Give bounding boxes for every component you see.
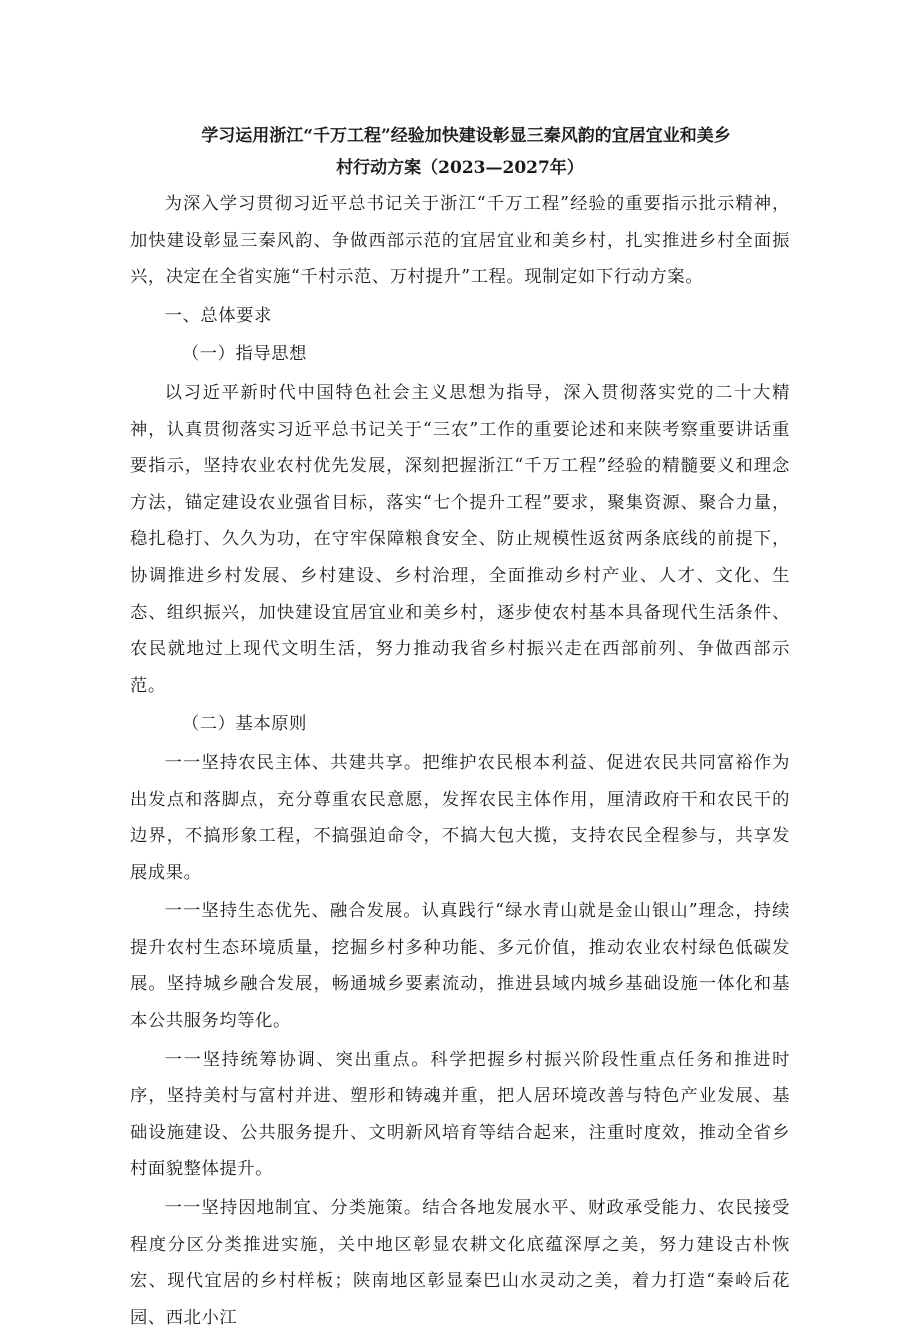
section-heading-overall-requirements: 一、总体要求: [164, 305, 272, 326]
principle-paragraph-farmers: 一一坚持农民主体、共建共享。把维护农民根本利益、促进农民共同富裕作为出发点和落脚点，充分尊重农民意愿，发挥农民主体作用，厘清政府干和农民干的边界，不搞形象工程，不搞强迫命令，不搞大包大揽，支持农民全程参与，共享发展成果。: [130, 752, 790, 883]
principle-paragraph-local-conditions: 一一坚持因地制宜、分类施策。结合各地发展水平、财政承受能力、农民接受程度分区分类推进实施，关中地区彰显农耕文化底蕴深厚之美，努力建设古朴恢宏、现代宜居的乡村样板；陕南地区彰显秦巴山水灵动之美，着力打造“秦岭后花园、西北小江: [130, 1198, 790, 1328]
subsection-heading-basic-principles: （二）基本原则: [181, 714, 308, 735]
title-line-1: 学习运用浙江“千万工程”经验加快建设彰显三秦风韵的宜居宜业和美乡: [201, 126, 731, 146]
document-title: [130, 120, 790, 184]
subsection-heading-guiding-ideology: （一）指导思想: [181, 344, 308, 365]
title-line-2: 村行动方案（2023—2027年）: [336, 158, 584, 178]
document-body: [130, 120, 790, 1336]
intro-paragraph: 为深入学习贯彻习近平总书记关于浙江“千万工程”经验的重要指示批示精神，加快建设彰显三秦风韵、争做西部示范的宜居宜业和美乡村，扎实推进乡村全面振兴，决定在全省实施“千村示范、万村提升”工程。现制定如下行动方案。: [130, 194, 790, 288]
principle-paragraph-ecology: 一一坚持生态优先、融合发展。认真践行“绿水青山就是金山银山”理念，持续提升农村生态环境质量，挖掘乡村多种功能、多元价值，推动农业农村绿色低碳发展。坚持城乡融合发展，畅通城乡要素流动，推进县域内城乡基础设施一体化和基本公共服务均等化。: [130, 901, 790, 1032]
guiding-ideology-paragraph: 以习近平新时代中国特色社会主义思想为指导，深入贯彻落实党的二十大精神，认真贯彻落实习近平总书记关于“三农”工作的重要论述和来陕考察重要讲话重要指示，坚持农业农村优先发展，深刻把握浙江“千万工程”经验的精髓要义和理念方法，锚定建设农业强省目标，落实“七个提升工程”要求，聚集资源、聚合力量，稳扎稳打、久久为功，在守牢保障粮食安全、防止规模性返贫两条底线的前提下，协调推进乡村发展、乡村建设、乡村治理，全面推动乡村产业、人才、文化、生态、组织振兴，加快建设宜居宜业和美乡村，逐步使农村基本具备现代生活条件、农民就地过上现代文明生活，努力推动我省乡村振兴走在西部前列、争做西部示范。: [130, 382, 790, 696]
principle-paragraph-coordination: 一一坚持统筹协调、突出重点。科学把握乡村振兴阶段性重点任务和推进时序，坚持美村与富村并进、塑形和铸魂并重，把人居环境改善与特色产业发展、基础设施建设、公共服务提升、文明新风培育等结合起来，注重时度效，推动全省乡村面貌整体提升。: [130, 1049, 790, 1180]
